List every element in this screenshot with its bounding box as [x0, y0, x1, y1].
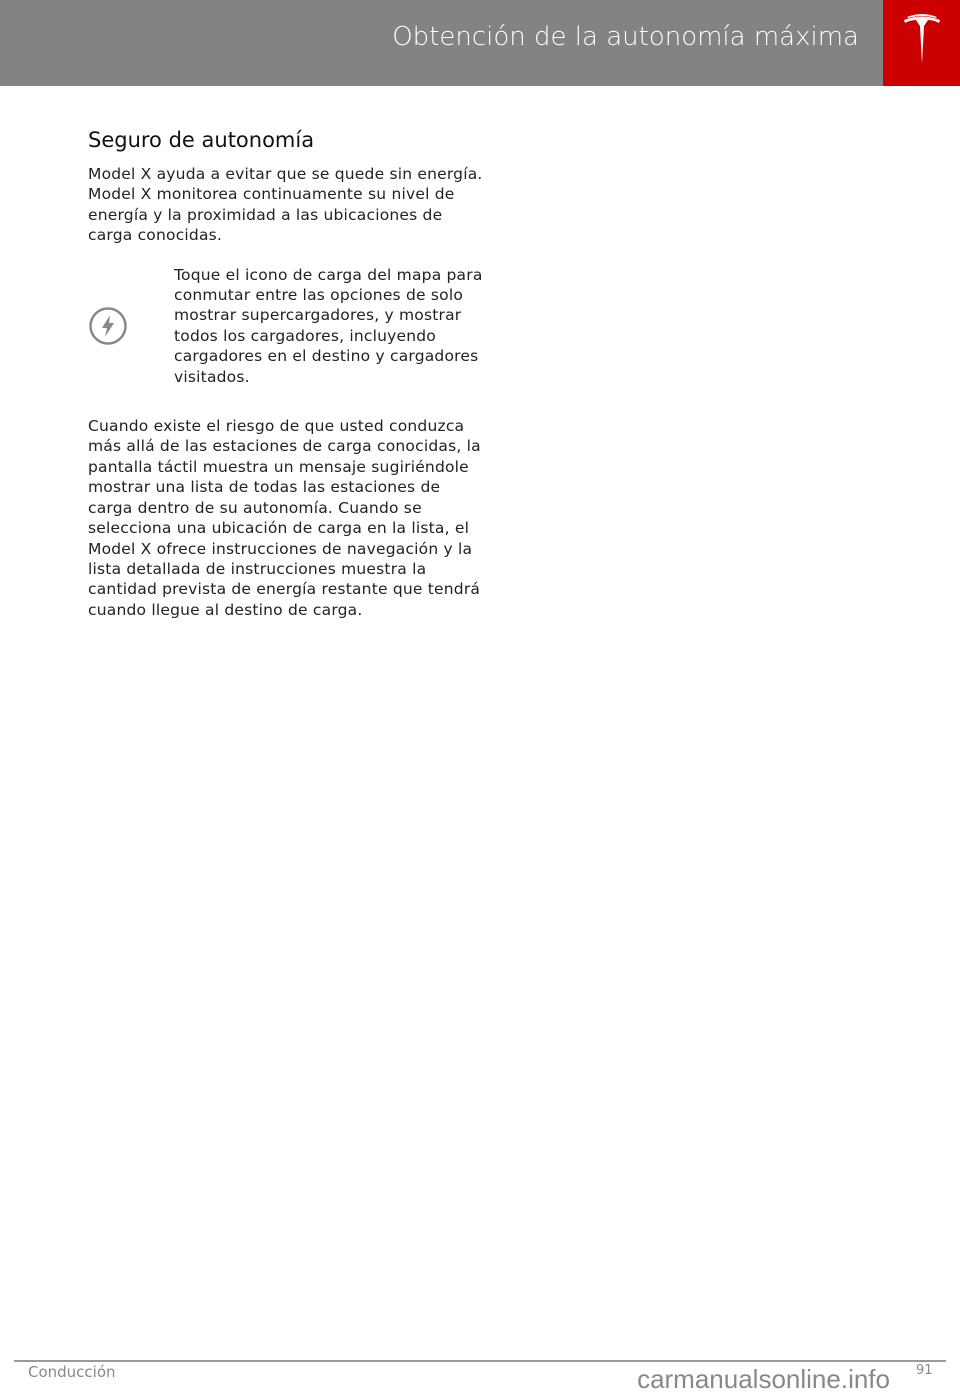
intro-paragraph: Model X ayuda a evitar que se quede sin energía. Model X monitorea continuamente su nivel de energía y la proximidad a las ubicaciones de carga conocidas. [88, 165, 483, 245]
footer-section: Conducción [28, 1363, 116, 1381]
note-text: Toque el icono de carga del mapa para conmutar entre las opciones de solo mostrar supercargadores, y mostrar todos los cargadores, incluyendo cargadores en el destino y cargadores visitados. [174, 265, 483, 386]
page-number: 91 [916, 1363, 933, 1378]
tesla-logo [883, 0, 960, 86]
content [88, 128, 488, 620]
watermark: carmanualsonline.info [637, 1364, 890, 1394]
body-paragraph: Cuando existe el riesgo de que usted conduzca más allá de las estaciones de carga conocidas, la pantalla táctil muestra un mensaje sugiriéndole mostrar una lista de todas las estaciones de carga dentro de su autonomía. Cuando se selecciona una ubicación de carga en la lista, el Model X ofrece instrucciones de navegación y la lista detallada de instrucciones muestra la cantidad prevista de energía restante que tendrá cuando llegue al destino de carga. [88, 417, 481, 619]
footer-divider [14, 1360, 946, 1362]
page-header [0, 0, 883, 86]
tesla-logo-icon [903, 14, 941, 66]
section-heading: Seguro de autonomía [88, 128, 315, 152]
page-title: Obtención de la autonomía máxima [392, 22, 859, 52]
charging-bolt-icon [88, 306, 128, 346]
note-block [88, 265, 488, 387]
